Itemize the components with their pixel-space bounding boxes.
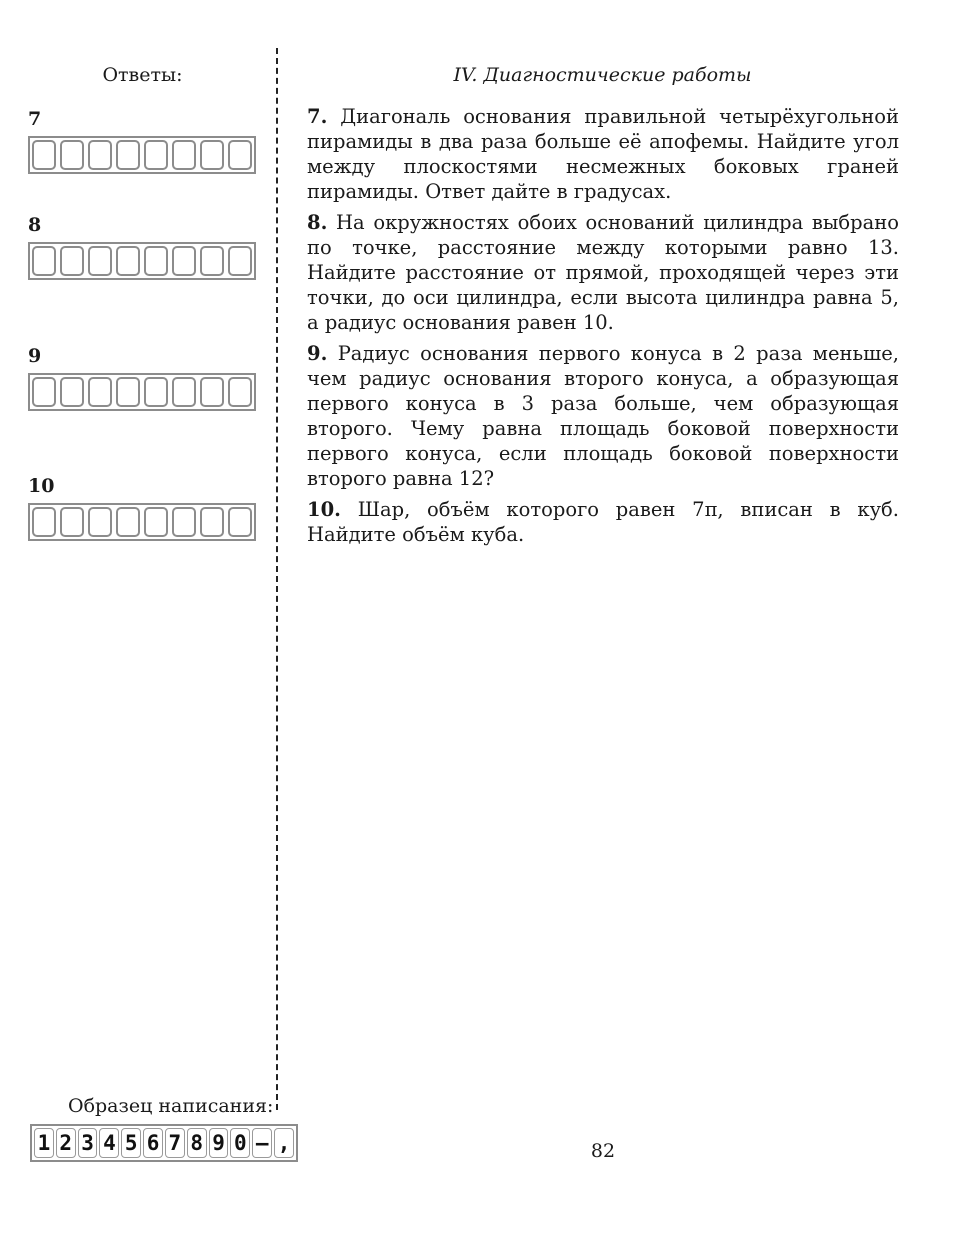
answer-field-10[interactable] — [28, 503, 256, 541]
answer-cell[interactable] — [200, 140, 224, 170]
answer-cell[interactable] — [144, 507, 168, 537]
answer-cell[interactable] — [200, 507, 224, 537]
problem-7 — [307, 104, 899, 204]
sample-glyph: 1 — [34, 1128, 54, 1158]
answer-field-8[interactable] — [28, 242, 256, 280]
answer-number: 10 — [28, 475, 55, 497]
section-title: IV. Диагностические работы — [453, 64, 752, 86]
sample-glyph: 6 — [143, 1128, 163, 1158]
answer-cell[interactable] — [144, 377, 168, 407]
answer-block-10 — [28, 475, 256, 541]
answer-number: 8 — [28, 214, 42, 236]
answer-block-8 — [28, 214, 256, 280]
answers-heading: Ответы: — [102, 64, 183, 86]
answer-cell[interactable] — [144, 140, 168, 170]
answer-cell[interactable] — [88, 246, 112, 276]
answer-number: 9 — [28, 345, 42, 367]
cut-line-divider — [276, 48, 278, 1110]
problem-text: Диагональ основания правильной четырёхугольной пирамиды в два раза больше её апофемы. Найдите угол между плоскостями несмежных боковых граней пирамиды. Ответ дайте в градусах. — [307, 105, 899, 203]
sample-glyph: – — [252, 1128, 272, 1158]
answer-cell[interactable] — [116, 246, 140, 276]
sample-glyph: 8 — [187, 1128, 207, 1158]
problem-9 — [307, 341, 899, 491]
answer-cell[interactable] — [88, 140, 112, 170]
answer-cell[interactable] — [60, 507, 84, 537]
answer-cell[interactable] — [200, 246, 224, 276]
answer-block-9 — [28, 345, 256, 411]
answer-cell[interactable] — [88, 377, 112, 407]
answer-cell[interactable] — [116, 140, 140, 170]
answer-cell[interactable] — [32, 246, 56, 276]
answer-cell[interactable] — [60, 246, 84, 276]
answer-cell[interactable] — [228, 246, 252, 276]
answer-cell[interactable] — [32, 140, 56, 170]
page-number: 82 — [590, 1140, 616, 1162]
answer-cell[interactable] — [144, 246, 168, 276]
sample-glyph: 4 — [99, 1128, 119, 1158]
sample-writing-row — [30, 1124, 298, 1162]
problem-number: 7. — [307, 105, 328, 128]
answer-cell[interactable] — [116, 377, 140, 407]
answer-cell[interactable] — [60, 140, 84, 170]
answer-cell[interactable] — [172, 507, 196, 537]
problem-text: Шар, объём которого равен 7π, вписан в куб. Найдите объём куба. — [307, 498, 899, 546]
sample-glyph: 7 — [165, 1128, 185, 1158]
answer-field-9[interactable] — [28, 373, 256, 411]
answer-cell[interactable] — [172, 377, 196, 407]
answer-cell[interactable] — [172, 140, 196, 170]
sample-glyph: 9 — [209, 1128, 229, 1158]
sample-glyph: 2 — [56, 1128, 76, 1158]
problem-10 — [307, 497, 899, 547]
answer-cell[interactable] — [88, 507, 112, 537]
sample-label: Образец написания: — [68, 1095, 274, 1117]
problem-number: 9. — [307, 342, 328, 365]
problems-column — [307, 104, 899, 553]
answer-cell[interactable] — [32, 377, 56, 407]
answer-cell[interactable] — [60, 377, 84, 407]
sample-glyph: , — [274, 1128, 294, 1158]
answer-number: 7 — [28, 108, 42, 130]
answer-cell[interactable] — [228, 140, 252, 170]
answer-cell[interactable] — [32, 507, 56, 537]
problem-text: Радиус основания первого конуса в 2 раза меньше, чем радиус основания второго конуса, а образующая первого конуса в 3 раза больше, чем образующая второго. Чему равна площадь боковой поверхности первого конуса, если площадь боковой поверхности второго равна 12? — [307, 342, 899, 490]
sample-glyph: 3 — [78, 1128, 98, 1158]
problem-8 — [307, 210, 899, 335]
sample-glyph: 0 — [230, 1128, 250, 1158]
answer-block-7 — [28, 108, 256, 174]
answer-field-7[interactable] — [28, 136, 256, 174]
problem-number: 10. — [307, 498, 341, 521]
answer-cell[interactable] — [228, 377, 252, 407]
problem-number: 8. — [307, 211, 328, 234]
answer-cell[interactable] — [172, 246, 196, 276]
answer-cell[interactable] — [200, 377, 224, 407]
answer-cell[interactable] — [116, 507, 140, 537]
problem-text: На окружностях обоих оснований цилиндра выбрано по точке, расстояние между которыми равно 13. Найдите расстояние от прямой, проходящей через эти точки, до оси цилиндра, если высота цилиндра равна 5, а радиус основания равен 10. — [307, 211, 899, 334]
sample-glyph: 5 — [121, 1128, 141, 1158]
answer-cell[interactable] — [228, 507, 252, 537]
